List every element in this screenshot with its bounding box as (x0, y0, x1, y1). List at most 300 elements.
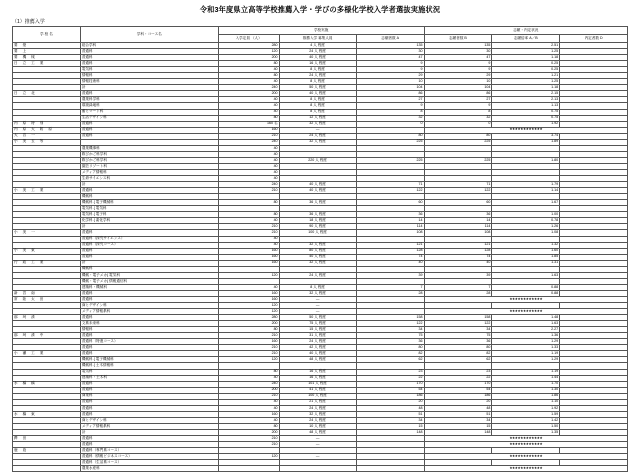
table-cell: 16 人 程度 (279, 375, 356, 381)
table-cell: 情報科 (80, 73, 218, 79)
table-cell: 75 (356, 333, 424, 339)
table-cell: 104 (424, 85, 492, 91)
table-cell: 普通科（特進コース） (80, 339, 218, 345)
table-cell: 225 (424, 139, 492, 145)
table-cell: — (279, 296, 356, 302)
table-cell: 小 瀬 工 業 (13, 351, 81, 357)
table-cell: 1.13 (492, 103, 560, 109)
table-cell: 34 (356, 327, 424, 333)
table-cell: 40 (218, 169, 279, 175)
table-cell: 新 宮 南 (13, 290, 81, 296)
table-cell: 82 (424, 351, 492, 357)
table-cell: 29 (424, 73, 492, 79)
table-cell: 22 (424, 375, 492, 381)
table-cell: 1.31 (492, 260, 560, 266)
table-cell: 240 (218, 85, 279, 91)
table-cell: 280 (218, 43, 279, 49)
table-cell: — (279, 127, 356, 133)
table-cell: 普通科（生活系コース） (80, 460, 218, 466)
table-cell: 40 (218, 97, 279, 103)
table-cell: 62 (356, 357, 424, 363)
table-cell: 0.88 (492, 284, 560, 290)
table-cell: 計 (80, 260, 218, 266)
table-cell: 200 (218, 321, 279, 327)
table-cell: 普通科 (80, 333, 218, 339)
header-rate: 内定者数 D (560, 35, 628, 43)
table-cell: 200 (218, 387, 279, 393)
table-cell: 40 (218, 236, 279, 242)
table-cell: 71 (356, 182, 424, 188)
table-cell: 9 (424, 67, 492, 73)
table-cell: 40 (218, 67, 279, 73)
table-cell: 普通科 (80, 91, 218, 97)
table-cell: 39 (356, 272, 424, 278)
table-cell: 日 立 北 (13, 91, 81, 97)
table-cell: 42 人 程度 (279, 345, 356, 351)
table-cell: 小 美 一 (13, 230, 81, 236)
table-cell: 鉾 田 (13, 436, 81, 442)
table-cell: 要 壁 (13, 43, 81, 49)
table-cell: 8 人 程度 (279, 284, 356, 290)
table-cell: 10 (356, 79, 424, 85)
table-cell: 60 (356, 200, 424, 206)
table-cell: 80 (218, 61, 279, 67)
table-cell: 普通科 (80, 254, 218, 260)
table-cell: 普通科（探究サイエンス） (80, 236, 218, 242)
header-group-school: 学校実施 (218, 27, 424, 35)
table-cell: 47 (356, 55, 424, 61)
table-cell: 80 人 程度 (279, 248, 356, 254)
table-cell: 1.50 (492, 423, 560, 429)
table-cell: 34 (424, 417, 492, 423)
table-cell: 小 美 工 業 (13, 188, 81, 194)
table-cell: 122 (424, 188, 492, 194)
table-cell: — (279, 303, 356, 309)
table-cell: 114 (356, 224, 424, 230)
table-cell: 32 人 程度 (279, 260, 356, 266)
table-cell: 32 (424, 115, 492, 121)
table-cell: 135 (356, 43, 424, 49)
table-body (13, 43, 628, 472)
table-cell: 普通科 (80, 55, 218, 61)
table-cell: 1.89 (492, 139, 560, 145)
table-cell: 文系未来科 (80, 321, 218, 327)
table-cell: 160 (218, 296, 279, 302)
table-cell: 0 (356, 121, 424, 127)
table-cell: 普通科 (80, 127, 218, 133)
table-cell: 27 (424, 97, 492, 103)
table-cell-masked: ★★★★★★★★★★★★ (424, 466, 627, 472)
table-cell: 1.14 (492, 188, 560, 194)
table-cell: 農業科学科 (80, 97, 218, 103)
table-cell: 0 (424, 121, 492, 127)
table-cell: 1.79 (492, 182, 560, 188)
table-cell: 12 人 程度 (279, 115, 356, 121)
table-cell: 120 (218, 303, 279, 309)
table-cell: 1.29 (492, 339, 560, 345)
table-cell: 135 (424, 43, 492, 49)
table-cell: 1.63 (492, 272, 560, 278)
table-cell: 82 (356, 351, 424, 357)
table-cell: 9 (424, 103, 492, 109)
table-cell: 普通科 (80, 387, 218, 393)
table-cell: 普通科 (80, 381, 218, 387)
table-cell: 普通科 (80, 411, 218, 417)
table-cell: 40 (218, 103, 279, 109)
table-cell: 100 人 程度 (279, 230, 356, 236)
table-cell-masked: ★★★★★★★★★★★★ (424, 436, 627, 442)
table-cell: 普通科 (80, 133, 218, 139)
table-cell: 186 (424, 393, 492, 399)
table-cell: 1.44 (492, 375, 560, 381)
table-cell: 54 (356, 387, 424, 393)
table-cell: 32 人 程度 (279, 290, 356, 296)
table-cell: 内 原 特 別 (13, 121, 81, 127)
table-cell: 1.80 (492, 157, 560, 163)
table-cell: 23 (424, 369, 492, 375)
table-cell: 普通科 (80, 436, 218, 442)
table-cell: 1.48 (492, 315, 560, 321)
table-cell: 40 人 程度 (279, 188, 356, 194)
table-cell: 1.18 (492, 55, 560, 61)
table-cell: 3.74 (492, 133, 560, 139)
table-cell: 機械科 { 土木情報科 (80, 363, 218, 369)
table-cell: 24 人 程度 (279, 49, 356, 55)
table-cell: 那 珂 湊 (13, 315, 81, 321)
table-cell: 0.25 (492, 67, 560, 73)
table-cell: 商業科 (80, 393, 218, 399)
table-cell: 情報科 (80, 327, 218, 333)
table-cell: 40 (218, 218, 279, 224)
table-cell: 計 (80, 182, 218, 188)
table-cell: 総合学科 (80, 43, 218, 49)
table-cell: 120 (218, 272, 279, 278)
table-cell: 225 (356, 157, 424, 163)
table-cell: 108 (424, 230, 492, 236)
table-cell: 1.92 (492, 405, 560, 411)
table-cell-masked: ★★★★★★★★★★★★ (424, 127, 627, 133)
table-cell: 40 (218, 79, 279, 85)
table-cell: 40 (218, 399, 279, 405)
table-cell: 200 (218, 55, 279, 61)
table-cell: 160 (218, 248, 279, 254)
table-cell: 80 (218, 115, 279, 121)
table-cell: 40 (218, 163, 279, 169)
table-cell: 210 (218, 188, 279, 194)
table-cell: 86 (356, 91, 424, 97)
table-cell: 40 人 程度 (279, 254, 356, 260)
table-cell: 1.63 (492, 321, 560, 327)
table-cell: 10 (424, 79, 492, 85)
table-cell: 普通科 (80, 230, 218, 236)
table-cell: 鞍びかご科学科 (80, 157, 218, 163)
table-cell: 71 (424, 182, 492, 188)
document-page (0, 5, 640, 471)
table-cell: — (279, 442, 356, 448)
table-cell: 36 人 程度 (279, 200, 356, 206)
header-recruit: 推薦入学 募集人員 (279, 35, 356, 43)
table-cell: 2.51 (492, 43, 560, 49)
table-cell: 2.13 (492, 97, 560, 103)
table-cell: 機械科 (80, 266, 218, 272)
table-cell: 48 (356, 405, 424, 411)
table-cell: 40 (218, 242, 279, 248)
table-cell: 鞍びかご科学科 (80, 151, 218, 157)
header-accepted: 志願者数 B (424, 35, 492, 43)
table-cell: 114 (424, 224, 492, 230)
table-cell: 建築科・土木科 (80, 375, 218, 381)
page-title: 令和3年度県立高等学校推薦入学・学びの多様化学校入学者選抜実施状況 (199, 5, 441, 14)
table-cell: 210 (218, 351, 279, 357)
table-cell: 化学科 { 素化学科 (80, 218, 218, 224)
table-cell: 128 (424, 248, 492, 254)
table-cell: 1.08 (492, 230, 560, 236)
table-cell: 20 (356, 399, 424, 405)
table-cell: 80 (424, 133, 492, 139)
table-cell: 80 (218, 369, 279, 375)
table-cell: 108 (356, 230, 424, 236)
table-cell: 日 立 工 業 (13, 61, 81, 67)
table-cell: 機械科 { 電子機械科 (80, 357, 218, 363)
table-cell: 210 (218, 133, 279, 139)
header-capacity: 入学定員 （人） (218, 35, 279, 43)
table-cell: 計 (80, 430, 218, 436)
table-cell: 電気科 { 電子科 (80, 212, 218, 218)
table-cell: 54 (424, 387, 492, 393)
table-cell: 1.67 (492, 200, 560, 206)
table-cell: 電気科 (80, 369, 218, 375)
table-cell: 104 (356, 85, 424, 91)
table-cell: 210 (218, 333, 279, 339)
table-cell: 14 (356, 218, 424, 224)
table-cell: 常 陸 太 田 (13, 296, 81, 302)
table-cell: 60 (424, 200, 492, 206)
table-cell: 1.32 (492, 242, 560, 248)
page-subtitle: （1）推薦入学 (12, 19, 45, 25)
table-cell: 80 (218, 423, 279, 429)
table-cell: 41 人 程度 (279, 387, 356, 393)
table-cell: 30 (424, 49, 492, 55)
header-applicants: 志願者数 A (356, 35, 424, 43)
table-cell: 160 (218, 290, 279, 296)
table-cell: 8 人 程度 (279, 103, 356, 109)
table-cell: 24 人 程度 (279, 417, 356, 423)
table-cell: 75 人 程度 (279, 321, 356, 327)
table-cell (218, 466, 279, 472)
table-cell: 160 (218, 339, 279, 345)
table-cell: 1.21 (492, 73, 560, 79)
table-cell: 普通科 (80, 49, 218, 55)
table-cell: 24 人 程度 (279, 405, 356, 411)
table-cell: 商とデザイン科 (80, 417, 218, 423)
table-cell: 16 人 程度 (279, 61, 356, 67)
table-cell: 2.27 (492, 327, 560, 333)
table-cell: 36 人 程度 (279, 212, 356, 218)
table-cell: 大 宮 一 (13, 133, 81, 139)
table-cell: 8 人 程度 (279, 67, 356, 73)
table-cell: 情報技術科 (80, 79, 218, 85)
table-cell: 80 (356, 345, 424, 351)
table-cell: 1.85 (492, 254, 560, 260)
table-cell: 32 人 程度 (279, 121, 356, 127)
table-cell: 32 (356, 115, 424, 121)
table-cell: 機械・電子メカ{ 情報通信科 (80, 278, 218, 284)
table-cell: 128 (356, 248, 424, 254)
table-cell: 生活デザイン科 (80, 115, 218, 121)
header-course: 学科・コース名 (80, 27, 218, 43)
table-cell: 160 (218, 411, 279, 417)
table-cell: 40 (356, 260, 424, 266)
table-cell: 90 人 程度 (279, 224, 356, 230)
table-cell: 1.42 (492, 417, 560, 423)
table-cell: 186 (356, 393, 424, 399)
table-cell: 8 人 程度 (279, 109, 356, 115)
table-cell: 園芸リゾート科 (80, 163, 218, 169)
table-cell: 210 (218, 393, 279, 399)
table-cell: 51 (356, 411, 424, 417)
table-cell: メディア情報科 (80, 169, 218, 175)
table-cell: 4 人 程度 (279, 43, 356, 49)
table-cell: 1.25 (492, 49, 560, 55)
table-cell: 170 (356, 381, 424, 387)
table-cell: 0.78 (492, 218, 560, 224)
table-cell: — (279, 454, 356, 460)
table-cell: 34 (356, 417, 424, 423)
table-cell: 9 (356, 61, 424, 67)
table-cell: 生命サイエンス科 (80, 176, 218, 182)
table-cell: 74 (356, 254, 424, 260)
table-cell: 小 美 東 (13, 248, 81, 254)
table-cell: 1.19 (492, 351, 560, 357)
table-cell: 0.75 (492, 115, 560, 121)
table-cell: 225 (356, 139, 424, 145)
table-cell: 120 (218, 49, 279, 55)
table-cell: 20 (424, 399, 492, 405)
table-cell: 148 (424, 430, 492, 436)
table-cell: 普通科（情報ビジネスコース） (80, 454, 218, 460)
table-cell: 80 (218, 212, 279, 218)
table-cell: 80 (218, 327, 279, 333)
table-cell: 普通科（探究コース） (80, 242, 218, 248)
table-cell: 120 (218, 357, 279, 363)
table-cell: 15 (424, 423, 492, 429)
table-cell: 48 (424, 405, 492, 411)
table-cell: 121 (356, 242, 424, 248)
table-cell: 普通科 (80, 399, 218, 405)
table-cell: 農業機事科 (80, 145, 218, 151)
table-cell: 62 (424, 357, 492, 363)
table-cell-masked: ★★★★★★★★★★★★ (424, 454, 627, 460)
table-cell: 1.18 (492, 85, 560, 91)
table-cell: 210 (218, 436, 279, 442)
table-cell: 農業水産科 (80, 466, 218, 472)
table-cell: 210 (218, 345, 279, 351)
header-ratio: 志願倍率 A／B (492, 35, 560, 43)
table-cell: 15 人 程度 (279, 327, 356, 333)
table-cell: 1.35 (492, 430, 560, 436)
table-cell: 1.19 (492, 369, 560, 375)
table-cell: 1.92 (492, 121, 560, 127)
table-cell: 86 (424, 91, 492, 97)
table-cell: 0.25 (492, 61, 560, 67)
table-cell: — (279, 436, 356, 442)
table-cell: 120 (218, 454, 279, 460)
table-cell: 普通科 (80, 290, 218, 296)
table-cell: 40 (424, 260, 492, 266)
table-cell: 24 人 程度 (279, 272, 356, 278)
table-cell: 122 (356, 188, 424, 194)
table-cell: 200 (218, 91, 279, 97)
table-cell: 環境緑地科 (80, 103, 218, 109)
table-cell (13, 466, 81, 472)
table-cell: 電気科 { 電気科 (80, 206, 218, 212)
table-cell: 75 (424, 333, 492, 339)
table-cell: 行 政 工 業 (13, 260, 81, 266)
table-cell: 鹿 島 (13, 448, 81, 454)
table-cell: 32 人 程度 (279, 411, 356, 417)
table-cell: 120 (218, 309, 279, 315)
table-cell: 1.33 (492, 345, 560, 351)
table-cell: 200 (218, 430, 279, 436)
table-cell: 9 (356, 67, 424, 73)
table-cell: 40 人 程度 (279, 351, 356, 357)
table-cell: 40 (218, 375, 279, 381)
table-cell: 80 (218, 200, 279, 206)
table-cell: 機械科 (80, 194, 218, 200)
table-cell: 22 (356, 375, 424, 381)
table-cell: 158 (356, 315, 424, 321)
table-cell: 36 (424, 212, 492, 218)
table-cell: 40 (218, 151, 279, 157)
table-cell: 29 (356, 73, 424, 79)
table-cell: 1.25 (492, 79, 560, 85)
table-cell: 40 人 程度 (279, 182, 356, 188)
table-cell: 32 人 程度 (279, 242, 356, 248)
table-cell: 1.29 (492, 357, 560, 363)
table-cell: 1.86 (492, 393, 560, 399)
table-cell: 1.70 (492, 381, 560, 387)
table-cell: 14 (424, 218, 492, 224)
table-cell: 39 (424, 272, 492, 278)
table-cell: 普通科 (80, 315, 218, 321)
table-cell: 8 人 程度 (279, 97, 356, 103)
table-cell: 122 (424, 321, 492, 327)
table-cell: 0.88 (492, 290, 560, 296)
table-cell: 160 (218, 260, 279, 266)
table-cell: 18 人 程度 (279, 218, 356, 224)
table-cell: 24 人 程度 (279, 73, 356, 79)
table-cell: 50 人 程度 (279, 85, 356, 91)
header-school: 学 校 名 (13, 27, 81, 43)
table-cell: 160 (218, 127, 279, 133)
table-cell: 160 (218, 254, 279, 260)
table-cell: 51 (424, 411, 492, 417)
table-cell: 170 (424, 381, 492, 387)
table-cell: 那 珂 湊 中 (13, 333, 81, 339)
table-cell: 8 (424, 109, 492, 115)
table-cell: 24 人 程度 (279, 133, 356, 139)
table-cell: 機械・電子メカ{ 電気科 (80, 272, 218, 278)
table-cell: 40 (218, 157, 279, 163)
table-cell: 水 橋 橋 (13, 381, 81, 387)
table-cell: 148 (356, 430, 424, 436)
header-group-applicant: 志願・内定状況 (424, 27, 627, 35)
table-cell: 要 上 (13, 49, 81, 55)
table-cell: 2.15 (492, 91, 560, 97)
table-cell: 普通科 (80, 188, 218, 194)
table-cell: 48 人 程度 (279, 430, 356, 436)
table-cell: 普通科 (80, 121, 218, 127)
